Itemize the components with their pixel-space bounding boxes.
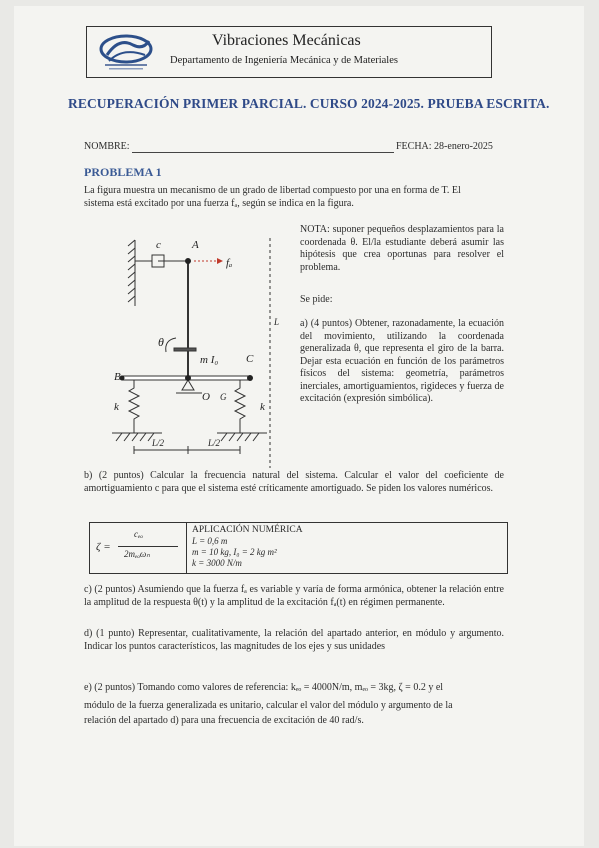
formula-box — [89, 522, 508, 574]
fraction-bar — [118, 546, 178, 547]
label-k-right: k — [260, 401, 265, 413]
part-b-text: b) (2 puntos) Calcular la frecuencia natural del sistema. Calcular el valor del coeficiente de amortiguamiento c para que el sistema esté críticamente amortiguado. Se piden los valores numéricos. — [84, 470, 504, 494]
zeta-denominator: 2mₑₒωₙ — [124, 549, 150, 559]
ground-hatch — [116, 433, 259, 441]
numeric-line-2: m = 10 kg, I₀ = 2 kg m² — [192, 547, 277, 557]
label-G: G — [220, 392, 227, 402]
numeric-application-title: APLICACIÓN NUMÉRICA — [192, 525, 303, 535]
part-a-text: a) (4 puntos) Obtener, razonadamente, la ecuación del movimiento, utilizando la coordenada generalizada θ, que representa el giro de la barra. Dejar esta ecuación en función de los parámetros físicos del sistema: geometría, parámetros inerciales, amortiguamientos, rigideces y fuerza de excitación (expresión simbólica). — [300, 318, 504, 404]
zeta-numerator: cₑₒ — [134, 529, 143, 539]
name-line — [132, 152, 394, 153]
label-C: C — [246, 353, 254, 365]
intro-line-2: sistema está excitado por una fuerza fₐ, según se indica en la figura. — [84, 198, 354, 209]
university-logo — [99, 33, 154, 71]
label-theta: θ — [158, 335, 164, 349]
zeta-symbol: ζ = — [96, 541, 111, 553]
numeric-line-1: L = 0,6 m — [192, 536, 228, 546]
part-e-line-1: e) (2 puntos) Tomando como valores de referencia: kₑₒ = 4000N/m, mₑₒ = 3kg, ζ = 0.2 y el — [84, 682, 444, 693]
label-c: c — [156, 239, 161, 251]
course-title: Vibraciones Mecánicas — [212, 32, 361, 49]
intro-line-1: La figura muestra un mecanismo de un grado de libertad compuesto por una en forma de T. El — [84, 185, 461, 196]
label-half-left: L/2 — [152, 438, 165, 448]
mechanism-figure — [92, 228, 300, 468]
department-name: Departamento de Ingeniería Mecánica y de Materiales — [170, 55, 398, 66]
label-fA: fₐ — [226, 257, 233, 269]
label-half-right: L/2 — [208, 438, 221, 448]
label-L: L — [274, 317, 280, 327]
note-text: NOTA: suponer pequeños desplazamientos para la coordenada θ. El/la estudiante deberá asumir las hipótesis que crea oportunas para resolver el problema. — [300, 224, 504, 273]
part-e-line-3: relación del apartado d) para una frecuencia de excitación de 40 rad/s. — [84, 715, 364, 726]
part-c-text: c) (2 puntos) Asumiendo que la fuerza fₐ es variable y varía de forma armónica, obtener la relación entre la amplitud de la respuesta θ(t) y la amplitud de la excitación fₐ(t) en régimen permanente. — [84, 584, 504, 608]
problem-heading: PROBLEMA 1 — [84, 165, 162, 179]
asks-text: Se pide: — [300, 294, 333, 305]
part-d-text: d) (1 punto) Representar, cualitativamente, la relación del apartado anterior, en módulo y argumento. Indicar los puntos característicos, las magnitudes de los ejes y sus unidades — [84, 628, 504, 652]
label-m: m I₀ — [200, 354, 219, 366]
label-O: O — [202, 391, 210, 403]
name-label: NOMBRE: — [84, 141, 130, 152]
exam-title: RECUPERACIÓN PRIMER PARCIAL. CURSO 2024-2025. PRUEBA ESCRITA. — [68, 96, 550, 111]
formula-separator — [186, 523, 187, 573]
part-e-line-2: módulo de la fuerza generalizada es unitario, calcular el valor del módulo y argumento de la — [84, 700, 453, 711]
numeric-line-3: k = 3000 N/m — [192, 558, 242, 568]
label-B: B — [114, 371, 121, 383]
header-box — [86, 26, 492, 78]
date-label: FECHA: 28-enero-2025 — [396, 141, 493, 152]
label-A: A — [192, 239, 199, 251]
wall-hatch-left — [128, 240, 135, 302]
label-k-left: k — [114, 401, 119, 413]
